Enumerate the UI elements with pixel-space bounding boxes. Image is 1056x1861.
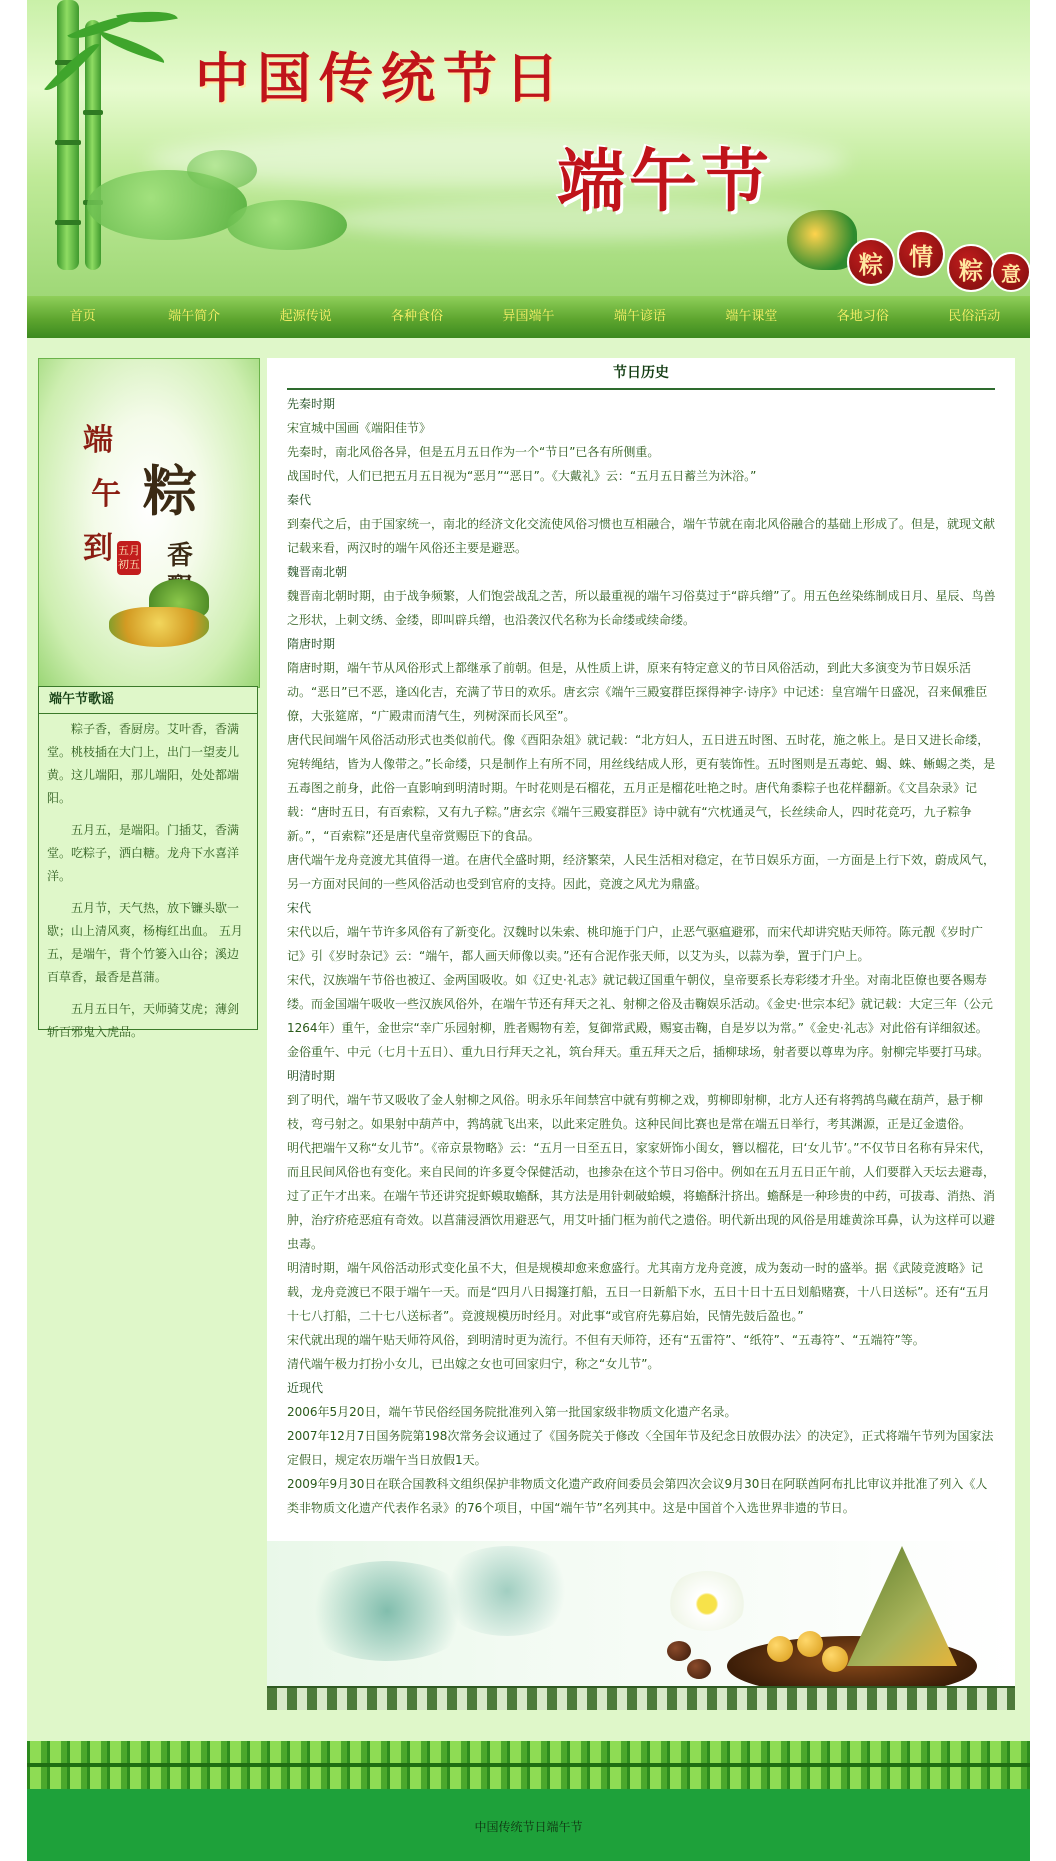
lotus-leaf xyxy=(187,150,257,190)
history-period-heading: 秦代 xyxy=(287,493,312,507)
page xyxy=(27,0,1030,1861)
song-verse: 五月五，是端阳。门插艾，香满堂。吃粽子，洒白糖。龙舟下水喜洋洋。 xyxy=(47,823,240,883)
header-banner xyxy=(27,0,1030,296)
history-period-heading: 宋代 xyxy=(287,901,312,915)
history-paragraph: 2009年9月30日在联合国教科文组织保护非物质文化遗产政府间委员会第四次会议9月30日在阿联酋阿布扎比审议并批准了列入《人类非物质文化遗产代表作名录》的76个项目，中国“端午节”名列其中。这是中国首个入选世界非遗的节日。 xyxy=(287,1477,988,1515)
history-text xyxy=(287,392,999,1520)
history-paragraph: 宋宣城中国画《端阳佳节》 xyxy=(287,421,432,435)
zongzi-icon xyxy=(109,607,209,647)
history-period-heading: 魏晋南北朝 xyxy=(287,565,348,579)
section-title: 节日历史 xyxy=(287,358,995,390)
nav-foreign[interactable]: 异国端午 xyxy=(502,309,555,324)
nav-proverbs[interactable]: 端午谚语 xyxy=(613,309,666,324)
poster-text: 到 xyxy=(83,531,113,566)
decorative-border xyxy=(267,1686,1015,1710)
history-paragraph: 唐代民间端午风俗活动形式也类似前代。像《酉阳杂俎》就记载：“北方妇人，五日进五时图、五时花，施之帐上。是日又进长命缕，宛转绳结，皆为人像带之。”长命缕，只是制作上有所不同，用丝线结成人形，更有装饰性。五时图则是五毒蛇、蝎、蛛、蜥蜴之类，是五毒图之前身，此俗一直影响到明清时期。午时花则是石榴花，五月正是榴花吐艳之时。唐代角黍粽子也花样翻新。《文昌杂录》记载：“唐时五日，有百索粽，又有九子粽。”唐玄宗《端午三殿宴群臣》诗中就有“穴枕通灵气，长丝续命人，四时花竞巧，九子粽争新。”，“百索粽”还是唐代皇帝赏赐臣下的食品。 xyxy=(287,733,996,843)
history-paragraph: 宋代就出现的端午贴天师符风俗，到明清时更为流行。不但有天师符，还有“五雷符”、“纸符”、“五毒符”、“五端符”等。 xyxy=(287,1333,925,1347)
song-verse: 五月节，天气热，放下镰头歇一歇；山上清风爽，杨梅红出血。 五月五，是端午，背个竹篓入山谷；溪边百草香，最香是菖蒲。 xyxy=(47,901,243,984)
salted-egg-icon xyxy=(767,1636,793,1662)
nav-local-customs[interactable]: 各地习俗 xyxy=(836,309,889,324)
poster-date-seal: 五月初五 xyxy=(117,541,141,575)
history-paragraph: 魏晋南北朝时期，由于战争频繁，人们饱尝战乱之苦，所以最重视的端午习俗莫过于“辟兵缯”了。用五色丝染练制成日月、星辰、鸟兽之形状，上刺文绣、金缕，即叫辟兵缯，也沿袭汉代名称为长命缕或续命缕。 xyxy=(287,589,996,627)
history-paragraph: 战国时代，人们已把五月五日视为“恶月”“恶日”。《大戴礼》云：“五月五日蓄兰为沐浴。” xyxy=(287,469,757,483)
poster-text: 午 xyxy=(91,477,121,512)
history-period-heading: 先秦时期 xyxy=(287,397,336,411)
history-paragraph: 2006年5月20日，端午节民俗经国务院批准列入第一批国家级非物质文化遗产名录。 xyxy=(287,1405,737,1419)
footer xyxy=(27,1789,1030,1861)
seal-badge: 粽 xyxy=(847,238,895,286)
lotus-leaf xyxy=(227,200,347,250)
seal-badge: 粽 xyxy=(947,244,995,292)
poster-text: 香 xyxy=(167,541,194,571)
history-paragraph: 唐代端午龙舟竞渡尤其值得一道。在唐代全盛时期，经济繁荣，人民生活相对稳定，在节日娱乐方面，一方面是上行下效，蔚成风气，另一方面对民间的一些风俗活动也受到官府的支持。因此，竞渡之风尤为鼎盛。 xyxy=(287,853,996,891)
main-content xyxy=(267,358,1015,1710)
zongzi-icon xyxy=(847,1546,957,1666)
lotus-flower-icon xyxy=(667,1571,747,1631)
footer-text: 中国传统节日端午节 xyxy=(474,1820,583,1834)
poster-zong-char: 粽 xyxy=(143,459,197,523)
history-period-heading: 明清时期 xyxy=(287,1069,336,1083)
sidebar-poster-image xyxy=(38,358,260,688)
history-paragraph: 到了明代，端午节又吸收了金人射柳之风俗。明永乐年间禁宫中就有剪柳之戏，剪柳即射柳，北方人还有将鹁鸪鸟藏在葫芦，悬于柳枝，弯弓射之。如果射中葫芦中，鹁鸪就飞出来，以此来定胜负。这种民间比赛也是常在端五日举行，考其渊源，正是辽金遗俗。 xyxy=(287,1093,984,1131)
poster-text: 端 xyxy=(83,423,113,458)
song-verse: 粽子香，香厨房。艾叶香，香满堂。桃枝插在大门上，出门一望麦儿黄。这儿端阳，那儿端阳，处处都端阳。 xyxy=(47,722,240,805)
nav-class[interactable]: 端午课堂 xyxy=(725,309,778,324)
history-period-heading: 隋唐时期 xyxy=(287,637,336,651)
bamboo-leaf xyxy=(96,31,167,63)
nav-intro[interactable]: 端午简介 xyxy=(168,309,221,324)
chestnut-icon xyxy=(667,1641,691,1661)
song-panel xyxy=(38,686,258,1039)
history-paragraph: 清代端午极力打扮小女儿，已出嫁之女也可回家归宁，称之“女儿节”。 xyxy=(287,1357,660,1371)
song-verse: 五月五日午，天师骑艾虎；薄剑斩百邪鬼入虎品。 xyxy=(47,1002,240,1039)
bottom-illustration xyxy=(267,1541,1015,1710)
salted-egg-icon xyxy=(822,1646,848,1672)
history-period-heading: 近现代 xyxy=(287,1381,324,1395)
history-paragraph: 隋唐时期，端午节从风俗形式上都继承了前朝。但是，从性质上讲，原来有特定意义的节日风俗活动，到此大多演变为节日娱乐活动。“恶日”已不恶，逢凶化吉，充满了节日的欢乐。唐玄宗《端午三殿宴群臣探得神字·诗序》中记述：皇宫端午日盛况，召来佩雅臣僚，大张筵席，“广殿肃而清气生，列树深而长风至”。 xyxy=(287,661,988,723)
history-paragraph: 宋代以后，端午节许多风俗有了新变化。汉魏时以朱索、桃印施于门户，止恶气驱瘟避邪，而宋代却讲究贴天师符。陈元靓《岁时广记》引《岁时杂记》云：“端午，都人画天师像以卖。”还有合泥作张天师，以艾为头，以蒜为拳，置于门户上。 xyxy=(287,925,984,963)
ink-wash xyxy=(437,1546,577,1636)
festival-title: 端午节 xyxy=(557,142,774,222)
seal-badge: 意 xyxy=(991,252,1030,292)
bamboo-leaf xyxy=(116,5,178,29)
bamboo-stalk xyxy=(57,0,79,270)
chestnut-icon xyxy=(687,1659,711,1679)
history-paragraph: 先秦时，南北风俗各异，但是五月五日作为一个“节日”已各有所侧重。 xyxy=(287,445,660,459)
salted-egg-icon xyxy=(797,1631,823,1657)
history-paragraph: 明清时期，端午风俗活动形式变化虽不大，但是规模却愈来愈盛行。尤其南方龙舟竞渡，成为轰动一时的盛举。据《武陵竞渡略》记载，龙舟竞渡已不限于端午一天。而是“四月八日揭篷打船，五日一日新船下水，五日十日十五日划船赌赛，十八日送标”。还有“五月十七八打船，二十七八送标者”。竞渡规模历时经月。对此事“或官府先募启始，民情先鼓后盈也。” xyxy=(287,1261,990,1323)
seal-badge: 情 xyxy=(897,230,945,278)
nav-food[interactable]: 各种食俗 xyxy=(391,309,444,324)
history-paragraph: 到秦代之后，由于国家统一，南北的经济文化交流使风俗习惯也互相融合，端午节就在南北风俗融合的基础上形成了。但是，就现文献记载来看，两汉时的端午风俗还主要是避恶。 xyxy=(287,517,996,555)
nav-folk-activities[interactable]: 民俗活动 xyxy=(948,309,1001,324)
site-title: 中国传统节日 xyxy=(195,46,567,110)
main-nav xyxy=(27,296,1030,338)
nav-home[interactable]: 首页 xyxy=(69,309,96,324)
nav-origin[interactable]: 起源传说 xyxy=(279,309,332,324)
history-paragraph: 宋代，汉族端午节俗也被辽、金两国吸收。如《辽史·礼志》就记载辽国重午朝仪，皇帝要系长寿彩缕才升坐。对南北臣僚也要各赐寿缕。而金国端午吸收一些汉族风俗外，在端午节还有拜天之礼、射柳之俗及击鞠娱乐活动。《金史·世宗本纪》就记载：大定三年（公元1264年）重午，金世宗“幸广乐园射柳，胜者赐物有差，复御常武殿，赐宴击鞠，自是岁以为常。”《金史·礼志》对此俗有详细叙述。金俗重午、中元（七月十五日）、重九日行拜天之礼，筑台拜天。重五拜天之后，插柳球场，射者要以尊卑为序。射柳完毕要打马球。 xyxy=(287,973,993,1059)
footer-bamboo-strip xyxy=(27,1741,1030,1789)
song-list xyxy=(39,714,257,1044)
history-paragraph: 2007年12月7日国务院第198次常务会议通过了《国务院关于修改〈全国年节及纪念日放假办法〉的决定》，正式将端午节列为国家法定假日，规定农历端午当日放假1天。 xyxy=(287,1429,994,1467)
song-panel-title: 端午节歌谣 xyxy=(39,687,257,714)
history-paragraph: 明代把端午又称“女儿节”。《帝京景物略》云：“五月一日至五日，家家妍饰小闺女，簪以榴花，曰‘女儿节’。”不仅节日名称有异宋代，而且民间风俗也有变化。来自民间的许多夏令保健活动，也掺杂在这个节日习俗中。例如在五月五日正午前，人们要群入天坛去避毒，过了正午才出来。在端午节还讲究捉虾蟆取蟾酥，其方法是用针刺破蛤蟆，将蟾酥汁挤出。蟾酥是一种珍贵的中药，可拔毒、消热、消肿，治疗疥疮恶疽有奇效。以菖蒲浸酒饮用避恶气，用艾叶插门框为前代之遗俗。明代新出现的风俗是用雄黄涂耳鼻，认为这样可以避虫毒。 xyxy=(287,1141,996,1251)
